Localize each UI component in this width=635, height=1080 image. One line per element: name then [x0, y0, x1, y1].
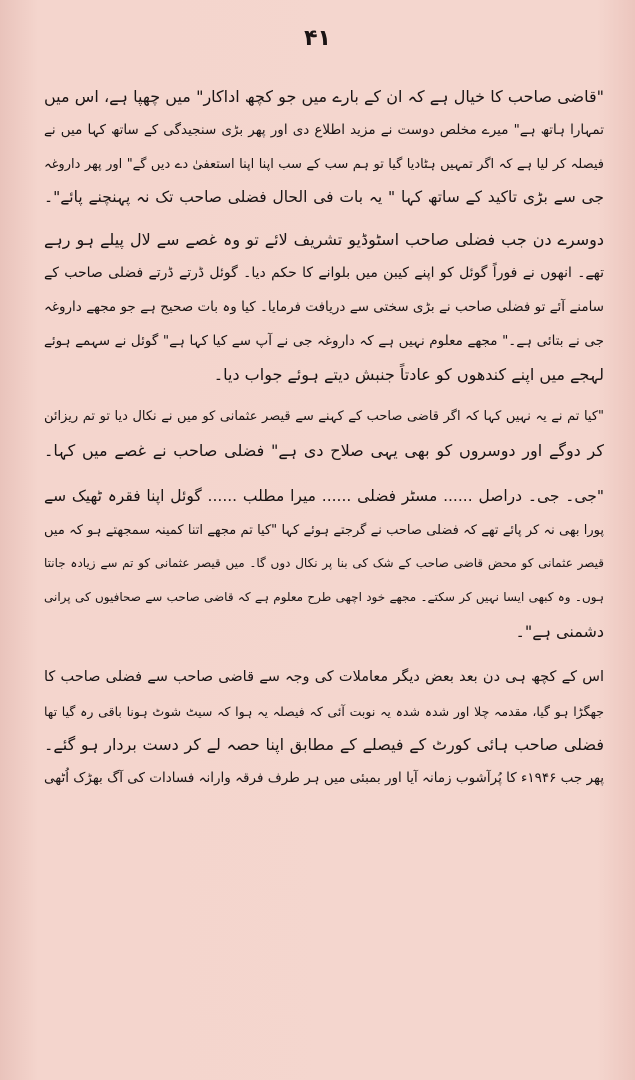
text-line: فضلی صاحب ہائی کورٹ کے فیصلے کے مطابق اپنا حصہ لے کر دست بردار ہو گئے۔	[44, 735, 604, 755]
text-line: کر دوگے اور دوسروں کو بھی یہی صلاح دی ہے" فضلی صاحب نے غصے میں کہا۔	[44, 440, 604, 460]
text-line: دشمنی ہے"۔	[515, 621, 604, 641]
text-line: "جی۔ جی۔ دراصل ...... مسٹر فضلی ...... میرا مطلب ...... گوئل اپنا فقرہ ٹھیک سے	[44, 486, 604, 505]
text-line: پھر جب ۱۹۴۶ء کا پُرآشوب زمانہ آیا اور بمبئی میں ہر طرف فرقہ وارانہ فسادات کی آگ بھڑک اُٹھی	[44, 770, 604, 787]
paragraph	[44, 400, 604, 468]
text-line: "کیا تم نے یہ نہیں کہا کہ اگر قاضی صاحب کے کہنے سے قیصر عثمانی کو میں نے نکال دیا تو تم ریزائن	[44, 409, 604, 425]
text-line: فیصلہ کر لیا ہے کہ اگر تمہیں ہٹادیا گیا تو ہم سب کے سب اپنا اپنا استعفیٰ دے دیں گے" اور پھر داروغہ	[44, 156, 604, 172]
text-line: دوسرے دن جب فضلی صاحب اسٹوڈیو تشریف لائے تو وہ غصے سے لال پیلے ہو رہے	[44, 230, 604, 250]
text-line: جی سے بڑی تاکید کے ساتھ کہا " یہ بات فی الحال فضلی صاحب تک نہ پہنچنے پائے"۔	[44, 188, 604, 207]
paragraph	[44, 480, 604, 649]
text-line: تمہارا ہاتھ ہے" میرے مخلص دوست نے مزید اطلاع دی اور پھر بڑی سنجیدگی کے ساتھ کہا میں نے	[44, 121, 604, 138]
text-line: ہوں۔ وہ کبھی ایسا نہیں کر سکتے۔ مجھے خود اچھی طرح معلوم ہے کہ قاضی صاحب سے صحافیوں کی پرانی	[44, 590, 604, 605]
paragraph	[44, 661, 604, 796]
text-line: قیصر عثمانی کو محض قاضی صاحب کے شک کی بنا پر نکال دوں گا۔ میں قیصر عثمانی کو تم سے زیادہ جانتا	[44, 556, 604, 571]
page-text	[44, 80, 604, 796]
text-line: جھگڑا ہو گیا، مقدمہ چلا اور شدہ شدہ یہ نوبت آئی کہ فیصلہ یہ ہوا کہ سیٹ شوٹ ہونا باقی رہ گیا تھا	[44, 703, 604, 719]
text-line: تھے۔ انھوں نے فوراً گوئل کو اپنے کیبن میں بلوانے کا حکم دیا۔ گوئل ڈرتے ڈرتے فضلی صاحب کے	[44, 264, 604, 281]
paragraph	[44, 80, 604, 215]
text-line: سامنے آئے تو فضلی صاحب نے بڑی سختی سے دریافت فرمایا۔ کیا وہ بات صحیح ہے جو مجھے داروغہ	[44, 298, 604, 315]
page-number: ۴۱	[304, 26, 331, 51]
text-line: لہجے میں اپنے کندھوں کو عادتاً جنبش دیتے ہوئے جواب دیا۔	[213, 365, 604, 385]
text-line: جی نے بتائی ہے۔" مجھے معلوم نہیں ہے کہ داروغہ جی نے آپ سے کیا کہا ہے" گوئل نے سہمے ہوئے	[44, 332, 604, 349]
paragraph	[44, 223, 604, 392]
text-line: اس کے کچھ ہی دن بعد بعض دیگر معاملات کی وجہ سے قاضی صاحب سے فضلی صاحب کا	[44, 668, 604, 685]
text-line: پورا بھی نہ کر پائے تھے کہ فضلی صاحب نے گرجتے ہوئے کہا "کیا تم مجھے اتنا کمینہ سمجھتے ہو کہ میں	[44, 522, 604, 538]
text-line: "قاضی صاحب کا خیال ہے کہ ان کے بارے میں جو کچھ اداکار" میں چھپا ہے، اس میں	[44, 87, 604, 106]
